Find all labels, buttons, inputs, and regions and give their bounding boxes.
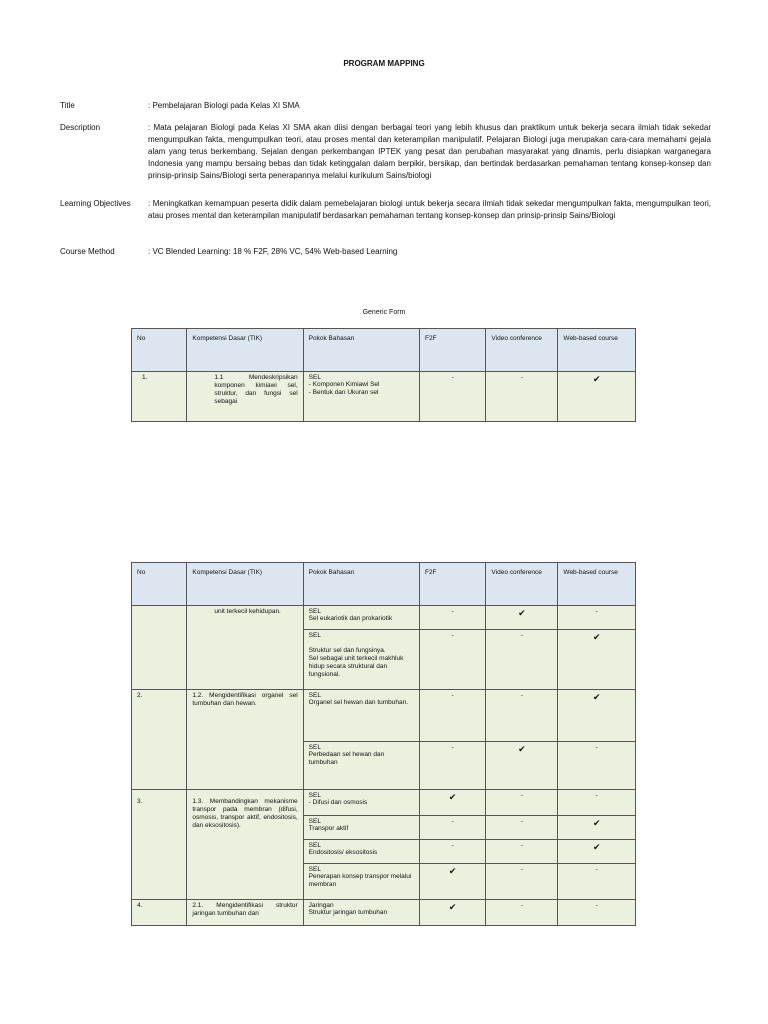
pb-line: Sel eukariotik dan prokariotik — [308, 615, 393, 622]
pb-line: - Komponen Kimiawi Sel — [308, 381, 380, 388]
cell-pb — [303, 372, 419, 422]
header-f2f: F2F — [419, 329, 485, 372]
cell-web: - — [558, 864, 636, 900]
table-row — [132, 690, 636, 742]
kd-text: 1.3. Membandingkan mekanisme transpor pada membran (difusi, osmosis, transpor aktif, endositosis, dan eksositosis). — [192, 798, 298, 829]
cell-web: ✔ — [558, 840, 636, 864]
cell-f2f: - — [419, 372, 485, 422]
cell-vc: ✔ — [486, 606, 558, 630]
pb-head: SEL — [308, 374, 321, 381]
header-vc: Video conference — [486, 329, 558, 372]
cell-vc: - — [486, 816, 558, 840]
title-value: : Pembelajaran Biologi pada Kelas XI SMA — [148, 101, 300, 110]
cell-pb — [303, 606, 419, 630]
cell-f2f: ✔ — [419, 790, 485, 816]
cell-vc: - — [486, 372, 558, 422]
cell-web: ✔ — [558, 816, 636, 840]
cell-vc: - — [486, 630, 558, 690]
kd-text: 1.1 Mendeskripsikan komponen kimiawi sel, struktur, dan fungsi sel sebagai — [214, 374, 298, 405]
cell-vc: - — [486, 840, 558, 864]
cell-f2f: ✔ — [419, 900, 485, 926]
cell-vc: - — [486, 690, 558, 742]
pb-head: Jaringan — [308, 902, 334, 909]
cell-pb — [303, 630, 419, 690]
header-web: Web-based course — [558, 563, 636, 606]
cell-pb — [303, 690, 419, 742]
cell-f2f: - — [419, 742, 485, 790]
method-value: : VC Blended Learning: 18 % F2F, 28% VC, 54% Web-based Learning — [148, 247, 398, 256]
method-label: Course Method — [60, 247, 115, 256]
pb-line: - Difusi dan osmosis — [308, 799, 368, 806]
generic-form-title: Generic Form — [362, 309, 406, 316]
cell-web: - — [558, 606, 636, 630]
cell-web: ✔ — [558, 630, 636, 690]
cell-pb — [303, 816, 419, 840]
header-pokok: Pokok Bahasan — [303, 563, 419, 606]
cell-kd — [187, 900, 303, 926]
cell-no: 2. — [132, 690, 187, 790]
cell-web: - — [558, 900, 636, 926]
cell-no: 3. — [132, 790, 187, 900]
cell-kd — [187, 690, 303, 790]
cell-f2f: ✔ — [419, 864, 485, 900]
cell-no — [132, 606, 187, 690]
objectives-label: Learning Objectives — [60, 199, 131, 208]
cell-kd — [187, 790, 303, 900]
generic-form-table-2 — [131, 562, 636, 926]
header-vc: Video conference — [486, 563, 558, 606]
header-no: No — [132, 563, 187, 606]
cell-vc: ✔ — [486, 742, 558, 790]
cell-web: - — [558, 742, 636, 790]
cell-web: ✔ — [558, 690, 636, 742]
cell-pb — [303, 900, 419, 926]
cell-f2f: - — [419, 606, 485, 630]
cell-kd — [187, 606, 303, 690]
pb-head: SEL — [308, 792, 321, 799]
pb-line: Transpor aktif — [308, 825, 349, 832]
pb-head: SEL — [308, 842, 321, 849]
cell-no: 1. — [132, 372, 187, 422]
cell-pb — [303, 840, 419, 864]
header-kompetensi: Kompetensi Dasar (TIK) — [187, 563, 303, 606]
pb-head: SEL — [308, 866, 321, 873]
cell-f2f: - — [419, 630, 485, 690]
cell-web: ✔ — [558, 372, 636, 422]
cell-vc: - — [486, 864, 558, 900]
pb-line: Sel sebagai unit terkecil makhluk hidup secara struktural dan fungsional. — [308, 655, 404, 678]
header-kompetensi: Kompetensi Dasar (TIK) — [187, 329, 303, 372]
header-pokok: Pokok Bahasan — [303, 329, 419, 372]
table-header-row — [132, 329, 636, 372]
cell-vc: - — [486, 900, 558, 926]
page-title: PROGRAM MAPPING — [343, 59, 425, 68]
cell-pb — [303, 864, 419, 900]
cell-no: 4. — [132, 900, 187, 926]
table-header-row — [132, 563, 636, 606]
pb-line: Perbedaan sel hewan dan tumbuhan — [308, 751, 385, 766]
table-row — [132, 606, 636, 630]
cell-kd — [187, 372, 303, 422]
cell-web: - — [558, 790, 636, 816]
pb-line: Struktur sel dan fungsinya. — [308, 647, 386, 654]
cell-vc: - — [486, 790, 558, 816]
cell-f2f: - — [419, 690, 485, 742]
pb-line: - Bentuk dan Ukuran sel — [308, 389, 379, 396]
title-label: Title — [60, 101, 75, 110]
pb-head: SEL — [308, 632, 321, 639]
pb-head: SEL — [308, 608, 321, 615]
description-value: : Mata pelajaran Biologi pada Kelas XI SMA akan diisi dengan berbagai teori yang lebih khusus dan praktikum untuk bekerja secara ilmiah tidak sekedar mengumpulkan fakta, mengumpulkan teori, atau proses mental dan keterampilan manipulatif. Pelajaran Biologi juga merupakan cara-cara memahami gejala alam yang terus berkembang. Sejalan dengan perkembangan IPTEK yang pesat dan perubahan masyarakat yang dinamis, perlu disiapkan warganegara Indonesia yang mampu bersaing bebas dan tidak ketinggalan dalam berpikir, bersikap, dan bertindak berdasarkan pemahaman tentang konsep-konsep dan prinsip-prinsip Sains/Biologi serta penerapannya melalui kurikulum Sains/biologi — [148, 123, 711, 180]
kd-text: unit terkecil kehidupan. — [214, 608, 281, 615]
pb-line: Organel sel hewan dan tumbuhan. — [308, 699, 409, 706]
pb-head: SEL — [308, 692, 321, 699]
description-label: Description — [60, 123, 101, 132]
pb-line: Penerapan konsep transpor melalui membran — [308, 873, 412, 888]
header-f2f: F2F — [419, 563, 485, 606]
cell-pb — [303, 742, 419, 790]
generic-form-table-1 — [131, 328, 636, 422]
objectives-value: : Meningkatkan kemampuan peserta didik dalam pemebelajaran biologi untuk bekerja secara ilmiah tidak sekedar mengumpulkan fakta, mengumpulkan teori, atau proses mental dan keterampilan manipulatif berdasarkan pemahaman tentang konsep-konsep dan prinsip-prinsip Sains/Biologi — [148, 199, 711, 220]
pb-head: SEL — [308, 818, 321, 825]
table-row — [132, 790, 636, 816]
pb-line: Struktur jaringan tumbuhan — [308, 909, 388, 916]
table-row — [132, 900, 636, 926]
header-no: No — [132, 329, 187, 372]
cell-f2f: - — [419, 816, 485, 840]
table-row — [132, 372, 636, 422]
kd-text: 1.2. Mengidentifikasi organel sel tumbuhan dan hewan. — [192, 692, 298, 707]
cell-f2f: - — [419, 840, 485, 864]
pb-line: Endositosis/ eksositosis — [308, 849, 378, 856]
cell-pb — [303, 790, 419, 816]
pb-head: SEL — [308, 744, 321, 751]
header-web: Web-based course — [558, 329, 636, 372]
kd-text: 2.1. Mengidentifikasi struktur jaringan tumbuhan dan — [192, 902, 298, 917]
